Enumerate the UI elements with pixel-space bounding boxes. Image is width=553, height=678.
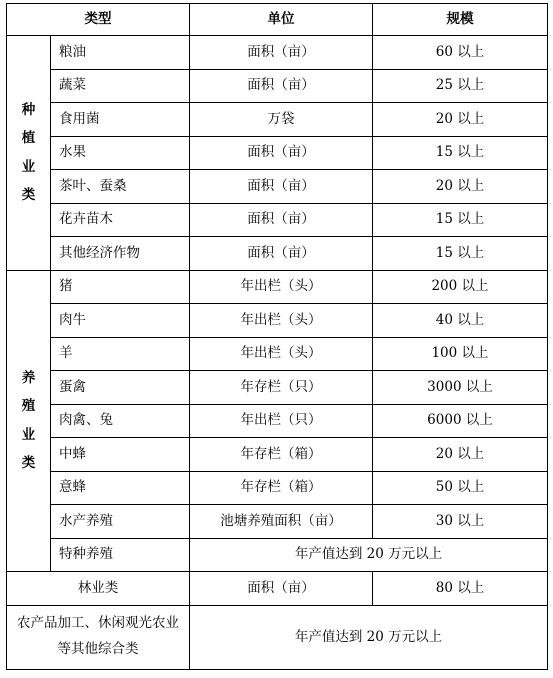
- table-row: [7, 371, 548, 405]
- item-unit: 年存栏（箱）: [190, 471, 373, 505]
- header-type: 类型: [7, 4, 190, 36]
- item-name: 花卉苗木: [51, 203, 190, 237]
- item-scale: 25 以上: [373, 69, 548, 103]
- table-row: [7, 337, 548, 371]
- scale-standards-table: [6, 3, 548, 670]
- item-name: 水果: [51, 136, 190, 170]
- item-unit: 年出栏（头）: [190, 270, 373, 304]
- item-name: 猪: [51, 270, 190, 304]
- breeding-category-label: [7, 270, 51, 572]
- item-name: 肉牛: [51, 304, 190, 338]
- breeding-category-text: 养殖业类: [21, 370, 36, 472]
- table-row: [7, 237, 548, 271]
- other-category-label: 农产品加工、休闲观光农业等其他综合类: [7, 605, 190, 669]
- item-annual-output: 年产值达到 20 万元以上: [190, 605, 548, 669]
- header-unit: 单位: [190, 4, 373, 36]
- item-unit: 面积（亩）: [190, 170, 373, 204]
- item-scale: 20 以上: [373, 170, 548, 204]
- table-row: [7, 304, 548, 338]
- table-row: [7, 605, 548, 669]
- planting-category-text: 种植业类: [21, 102, 36, 204]
- item-unit: 面积（亩）: [190, 237, 373, 271]
- planting-category-label: [7, 36, 51, 271]
- item-name: 蛋禽: [51, 371, 190, 405]
- item-scale: 20 以上: [373, 103, 548, 137]
- item-name: 食用菌: [51, 103, 190, 137]
- item-unit: 年出栏（头）: [190, 337, 373, 371]
- item-name: 肉禽、兔: [51, 404, 190, 438]
- item-unit: 年出栏（头）: [190, 304, 373, 338]
- table-row: [7, 103, 548, 137]
- item-scale: 80 以上: [373, 572, 548, 606]
- header-scale: 规模: [373, 4, 548, 36]
- table-row: [7, 438, 548, 472]
- item-name: 蔬菜: [51, 69, 190, 103]
- table-row: [7, 69, 548, 103]
- item-scale: 3000 以上: [373, 371, 548, 405]
- item-scale: 15 以上: [373, 203, 548, 237]
- table-row: [7, 136, 548, 170]
- item-unit: 面积（亩）: [190, 69, 373, 103]
- item-scale: 50 以上: [373, 471, 548, 505]
- table-row: [7, 270, 548, 304]
- forestry-category-label: 林业类: [7, 572, 190, 606]
- table-row: [7, 471, 548, 505]
- item-name: 意蜂: [51, 471, 190, 505]
- item-unit: 年出栏（只）: [190, 404, 373, 438]
- item-scale: 15 以上: [373, 237, 548, 271]
- item-unit: 面积（亩）: [190, 203, 373, 237]
- item-scale: 200 以上: [373, 270, 548, 304]
- item-unit: 年存栏（只）: [190, 371, 373, 405]
- table-row: [7, 170, 548, 204]
- table-row: [7, 36, 548, 70]
- item-scale: 40 以上: [373, 304, 548, 338]
- item-name: 其他经济作物: [51, 237, 190, 271]
- item-annual-output: 年产值达到 20 万元以上: [190, 538, 548, 572]
- item-unit: 万袋: [190, 103, 373, 137]
- item-scale: 6000 以上: [373, 404, 548, 438]
- table-row: [7, 404, 548, 438]
- item-name: 特种养殖: [51, 538, 190, 572]
- item-scale: 60 以上: [373, 36, 548, 70]
- item-unit: 面积（亩）: [190, 572, 373, 606]
- item-scale: 30 以上: [373, 505, 548, 539]
- table-row: [7, 203, 548, 237]
- table-row: [7, 572, 548, 606]
- item-unit: 面积（亩）: [190, 36, 373, 70]
- item-scale: 20 以上: [373, 438, 548, 472]
- table-row: [7, 505, 548, 539]
- table-row: [7, 538, 548, 572]
- header-row: [7, 4, 548, 36]
- item-name: 粮油: [51, 36, 190, 70]
- item-scale: 100 以上: [373, 337, 548, 371]
- item-name: 茶叶、蚕桑: [51, 170, 190, 204]
- item-name: 中蜂: [51, 438, 190, 472]
- item-unit: 面积（亩）: [190, 136, 373, 170]
- item-scale: 15 以上: [373, 136, 548, 170]
- item-name: 水产养殖: [51, 505, 190, 539]
- item-unit: 年存栏（箱）: [190, 438, 373, 472]
- item-unit: 池塘养殖面积（亩）: [190, 505, 373, 539]
- item-name: 羊: [51, 337, 190, 371]
